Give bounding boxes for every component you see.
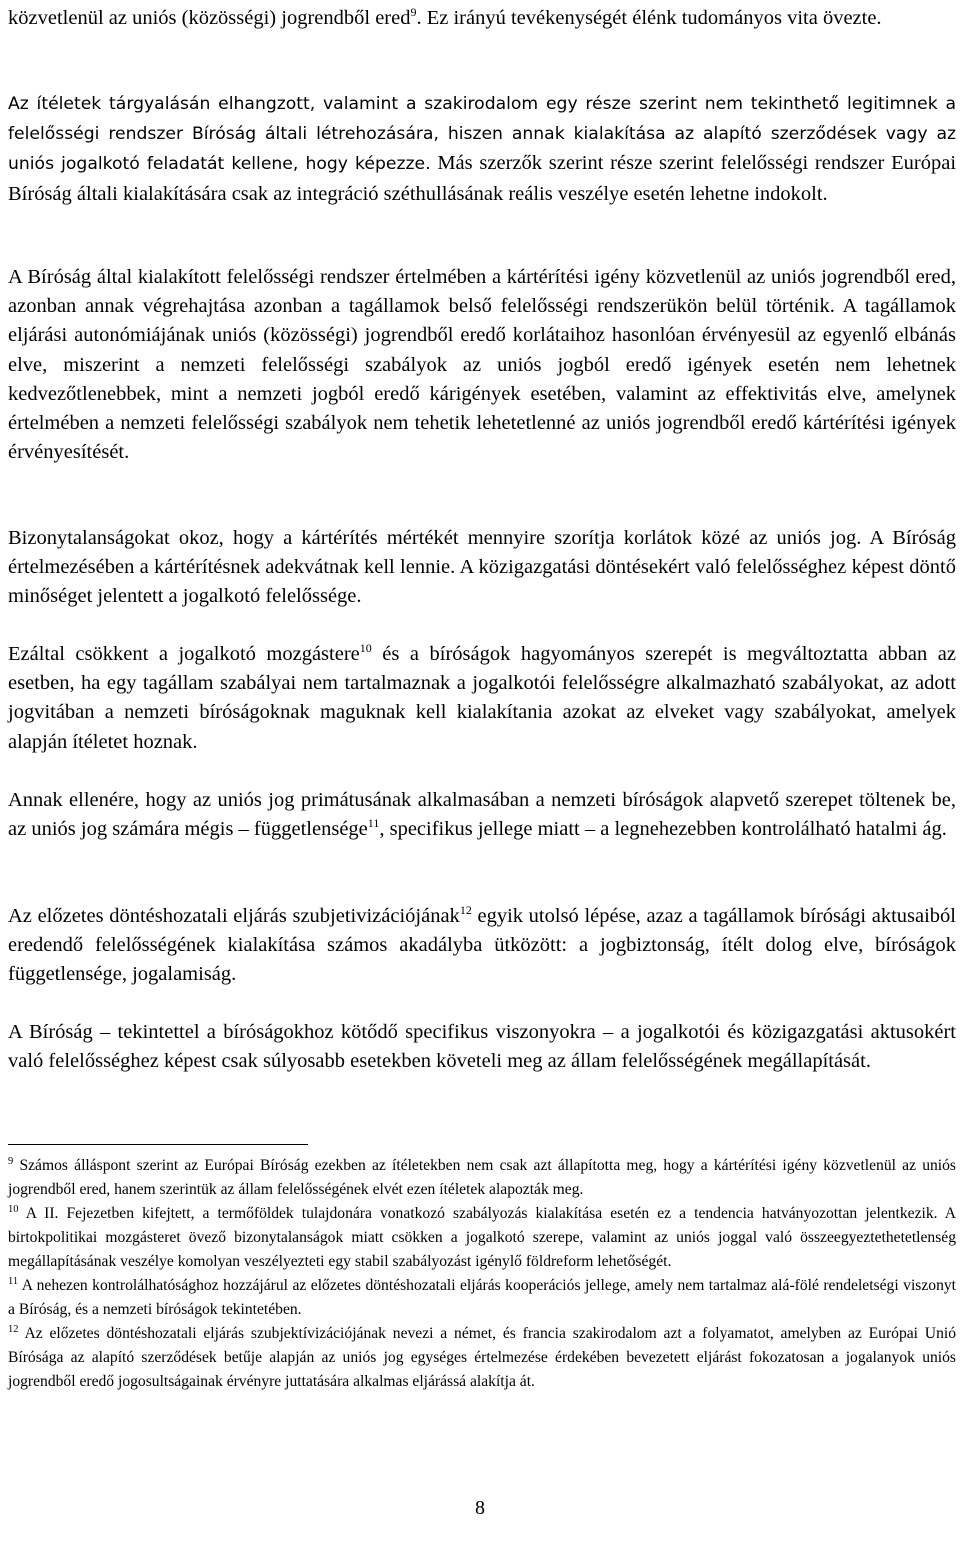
footnote-text: Az előzetes döntéshozatali eljárás szubjektívizációjának nevezi a német, és francia szakirodalom azt a folyamatot, amelyben az Európai Unió Bírósága az alapító szerződések betűje alapján az uniós jog egységes értelmezése érdekében bevezetett eljárást fokozatosan a jogalanyok uniós jogrendből eredő jogosultságainak érvényre juttatására alkalmas eljárássá alakítja át.	[8, 1325, 956, 1390]
paragraph-1	[8, 4, 956, 33]
footnote-ref-11[interactable]: 11	[367, 816, 380, 831]
paragraph-8	[8, 1018, 956, 1076]
footnote-12	[8, 1322, 956, 1394]
footnote-9	[8, 1154, 956, 1202]
page-number: 8	[475, 1497, 485, 1519]
paragraph-7-text-b: egyik utolsó lépése, azaz a tagállamok bírósági aktusaiból eredendő felelősségének kialakítása számos akadályba ütközött: a jogbiztonság, ítélt dolog elve, bíróságok függetlensége, jogalamiság.	[8, 905, 956, 986]
footnote-number: 11	[8, 1275, 19, 1287]
paragraph-5-text-a: Ezáltal csökkent a jogalkotó mozgástere	[8, 643, 360, 665]
footnote-ref-10[interactable]: 10	[359, 641, 372, 656]
footnote-text: A II. Fejezetben kifejtett, a termőföldek tulajdonára vonatkozó szabályozás kialakítása esetén ez a tendencia hatványozottan jelentkezik. A birtokpolitikai mozgásteret övező bizonytalanságok miatt csökken a jogalkotó szerepe, valamint az uniós joggal való összeegyeztethetetlenség megállapításának veszélye komolyan veszélyezteti egy stabil szabályozást igénylő földreform lehetőségét.	[8, 1205, 956, 1270]
footnote-ref-9[interactable]: 9	[410, 5, 417, 20]
paragraph-6-text-b: , specifikus jellege miatt – a legnehezebben kontrolálható hatalmi ág.	[379, 818, 947, 841]
paragraph-8-text: A Bíróság – tekintettel a bíróságokhoz kötődő specifikus viszonyokra – a jogalkotói és közigazgatási aktusokért való felelősséghez képest csak súlyosabb esetekben követeli meg az állam felelősségének megállapítását.	[8, 1021, 956, 1073]
paragraph-5	[8, 640, 956, 757]
paragraph-5-text-b: és a bíróságok hagyományos szerepét is megváltoztatta abban az esetben, ha egy tagállam szabályai nem tartalmaznak a jogalkotói felelősségre alkalmazható szabályokat, az adott jogvitában a nemzeti bíróságoknak maguknak kell kialakítania azokat az elveket vagy szabályokat, amelyek alapján ítéletet hoznak.	[8, 643, 956, 753]
paragraph-3-text: A Bíróság által kialakított felelősségi rendszer értelmében a kártérítési igény közvetlenül az uniós jogrendből ered, azonban annak végrehajtása azonban a tagállamok belső felelősségi rendszerükön belül történik. A tagállamok eljárási autonómiájának uniós (közösségi) jogrendből eredő korlátaihoz hasonlóan érvényesül az egyenlő elbánás elve, miszerint a nemzeti felelősségi szabályok az uniós jogból eredő igények esetén nem lehetnek kedvezőtlenebbek, mint a nemzeti jogból eredő kárigények esetében, valamint az effektivitás elve, amelynek értelmében a nemzeti felelősségi szabályok nem tehetik lehetetlenné az uniós jogrendből eredő kártérítési igények érvényesítését.	[8, 266, 956, 464]
paragraph-7-text-a: Az előzetes döntéshozatali eljárás szubjetivizációjának	[8, 905, 460, 927]
paragraph-1-text-b: . Ez irányú tevékenységét élénk tudományos vita övezte.	[416, 7, 882, 29]
footnote-number: 12	[8, 1323, 19, 1335]
footnote-number: 10	[8, 1203, 19, 1215]
footnote-text: Számos álláspont szerint az Európai Bíróság ezekben az ítéletekben nem csak azt állapította meg, hogy a kártérítési igény közvetlenül az uniós jogrendből ered, hanem szerintük az állam felelősségének elvét ezen ítéletek alapozták meg.	[8, 1157, 956, 1198]
footnote-text: A nehezen kontrolálhatósághoz hozzájárul az előzetes döntéshozatali eljárás kooperációs jellege, amely nem tartalmaz alá-fölé rendeletségi viszonyt a Bíróság, és a nemzeti bíróságok tekintetében.	[8, 1277, 956, 1318]
paragraph-7	[8, 902, 956, 990]
paragraph-2	[8, 89, 956, 209]
footnote-10	[8, 1202, 956, 1274]
footnote-ref-12[interactable]: 12	[459, 903, 472, 918]
paragraph-4	[8, 524, 956, 612]
paragraph-3	[8, 263, 956, 467]
footnote-separator	[8, 1144, 308, 1145]
paragraph-2-text-a: Az ítéletek tárgyalásán elhangzott, valamint a szakirodalom egy része szerint nem tekinthető legitimnek a felelősségi rendszer Bíróság általi létrehozására, hiszen annak kialakítása az alapító szerződések vagy az uniós jogalkotó feladatát kellene, hogy képezze.	[8, 94, 956, 175]
paragraph-6	[8, 786, 956, 844]
paragraph-1-text-a: közvetlenül az uniós (közösségi) jogrendből ered	[8, 7, 411, 29]
paragraph-6-text-a: Annak ellenére, hogy az uniós jog primátusának alkalmasában a nemzeti bíróságok alapvető szerepet töltenek be, az uniós jog számára mégis – függetlensége	[8, 789, 956, 841]
paragraph-2-text-b: Más szerzők szerint része szerint felelősségi rendszer Európai Bíróság általi kialakítására csak az integráció széthullásának reális veszélye esetén lehetne indokolt.	[8, 152, 957, 205]
paragraph-4-text: Bizonytalanságokat okoz, hogy a kártérítés mértékét mennyire szorítja korlátok közé az uniós jog. A Bíróság értelmezésében a kártérítésnek adekvátnak kell lennie. A közigazgatási döntésekért való felelősséghez képest döntő minőséget jelentett a jogalkotó felelőssége.	[8, 527, 956, 608]
footnote-11	[8, 1274, 956, 1322]
footnotes	[8, 1154, 956, 1394]
footnote-number: 9	[8, 1155, 14, 1167]
